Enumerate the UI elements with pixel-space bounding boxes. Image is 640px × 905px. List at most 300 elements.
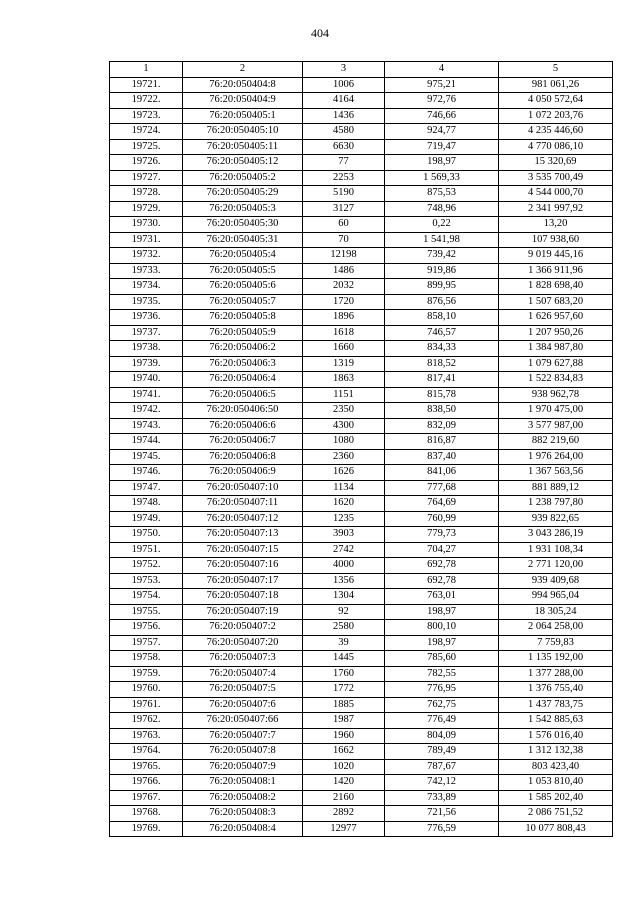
table-row <box>110 713 613 729</box>
table-row <box>110 170 613 186</box>
table-row <box>110 186 613 202</box>
area-cell: 1760 <box>303 666 385 682</box>
area-cell: 1960 <box>303 728 385 744</box>
row-number-cell: 19744. <box>110 434 183 450</box>
cadastral-number-cell: 76:20:050405:30 <box>183 217 303 233</box>
cadastral-number-cell: 76:20:050405:31 <box>183 232 303 248</box>
cadastral-value-cell: 1 312 132,38 <box>499 744 613 760</box>
column-header: 4 <box>385 62 499 78</box>
unit-value-cell: 787,67 <box>385 759 499 775</box>
table-row <box>110 790 613 806</box>
cadastral-value-cell: 2 341 997,92 <box>499 201 613 217</box>
unit-value-cell: 919,86 <box>385 263 499 279</box>
table-row <box>110 465 613 481</box>
table-row <box>110 558 613 574</box>
table-row <box>110 124 613 140</box>
unit-value-cell: 760,99 <box>385 511 499 527</box>
table-row <box>110 542 613 558</box>
area-cell: 1134 <box>303 480 385 496</box>
cadastral-value-cell: 938 962,78 <box>499 387 613 403</box>
area-cell: 1618 <box>303 325 385 341</box>
row-number-cell: 19765. <box>110 759 183 775</box>
row-number-cell: 19723. <box>110 108 183 124</box>
table-row <box>110 341 613 357</box>
cadastral-number-cell: 76:20:050406:8 <box>183 449 303 465</box>
table-row <box>110 728 613 744</box>
row-number-cell: 19738. <box>110 341 183 357</box>
cadastral-value-cell: 881 889,12 <box>499 480 613 496</box>
unit-value-cell: 832,09 <box>385 418 499 434</box>
table-row <box>110 201 613 217</box>
column-header: 5 <box>499 62 613 78</box>
table-row <box>110 651 613 667</box>
table-row <box>110 325 613 341</box>
cadastral-value-cell: 4 544 000,70 <box>499 186 613 202</box>
unit-value-cell: 815,78 <box>385 387 499 403</box>
table-row <box>110 620 613 636</box>
cadastral-value-cell: 3 535 700,49 <box>499 170 613 186</box>
unit-value-cell: 789,49 <box>385 744 499 760</box>
row-number-cell: 19752. <box>110 558 183 574</box>
area-cell: 1885 <box>303 697 385 713</box>
row-number-cell: 19729. <box>110 201 183 217</box>
cadastral-value-cell: 1 976 264,00 <box>499 449 613 465</box>
table-row <box>110 821 613 837</box>
cadastral-value-cell: 18 305,24 <box>499 604 613 620</box>
cadastral-value-cell: 4 050 572,64 <box>499 93 613 109</box>
area-cell: 1304 <box>303 589 385 605</box>
area-cell: 4000 <box>303 558 385 574</box>
unit-value-cell: 704,27 <box>385 542 499 558</box>
area-cell: 1987 <box>303 713 385 729</box>
area-cell: 1662 <box>303 744 385 760</box>
table-row <box>110 527 613 543</box>
area-cell: 77 <box>303 155 385 171</box>
unit-value-cell: 838,50 <box>385 403 499 419</box>
cadastral-number-cell: 76:20:050407:5 <box>183 682 303 698</box>
unit-value-cell: 776,95 <box>385 682 499 698</box>
row-number-cell: 19748. <box>110 496 183 512</box>
row-number-cell: 19766. <box>110 775 183 791</box>
cadastral-value-cell: 2 771 120,00 <box>499 558 613 574</box>
unit-value-cell: 763,01 <box>385 589 499 605</box>
row-number-cell: 19753. <box>110 573 183 589</box>
row-number-cell: 19761. <box>110 697 183 713</box>
unit-value-cell: 1 569,33 <box>385 170 499 186</box>
unit-value-cell: 858,10 <box>385 310 499 326</box>
cadastral-number-cell: 76:20:050407:4 <box>183 666 303 682</box>
table-row <box>110 387 613 403</box>
area-cell: 92 <box>303 604 385 620</box>
cadastral-value-cell: 9 019 445,16 <box>499 248 613 264</box>
row-number-cell: 19760. <box>110 682 183 698</box>
row-number-cell: 19763. <box>110 728 183 744</box>
cadastral-number-cell: 76:20:050408:3 <box>183 806 303 822</box>
area-cell: 2580 <box>303 620 385 636</box>
row-number-cell: 19740. <box>110 372 183 388</box>
cadastral-number-cell: 76:20:050405:29 <box>183 186 303 202</box>
unit-value-cell: 804,09 <box>385 728 499 744</box>
table-row <box>110 806 613 822</box>
row-number-cell: 19722. <box>110 93 183 109</box>
unit-value-cell: 776,59 <box>385 821 499 837</box>
cadastral-value-cell: 3 043 286,19 <box>499 527 613 543</box>
area-cell: 2160 <box>303 790 385 806</box>
unit-value-cell: 746,57 <box>385 325 499 341</box>
area-cell: 5190 <box>303 186 385 202</box>
cadastral-value-cell: 1 377 288,00 <box>499 666 613 682</box>
cadastral-number-cell: 76:20:050405:4 <box>183 248 303 264</box>
cadastral-number-cell: 76:20:050406:3 <box>183 356 303 372</box>
cadastral-number-cell: 76:20:050406:4 <box>183 372 303 388</box>
cadastral-number-cell: 76:20:050405:12 <box>183 155 303 171</box>
unit-value-cell: 876,56 <box>385 294 499 310</box>
cadastral-number-cell: 76:20:050406:6 <box>183 418 303 434</box>
table-row <box>110 310 613 326</box>
row-number-cell: 19724. <box>110 124 183 140</box>
cadastral-value-cell: 803 423,40 <box>499 759 613 775</box>
row-number-cell: 19767. <box>110 790 183 806</box>
row-number-cell: 19741. <box>110 387 183 403</box>
cadastral-number-cell: 76:20:050407:3 <box>183 651 303 667</box>
row-number-cell: 19747. <box>110 480 183 496</box>
cadastral-number-cell: 76:20:050404:9 <box>183 93 303 109</box>
area-cell: 1486 <box>303 263 385 279</box>
unit-value-cell: 198,97 <box>385 155 499 171</box>
cadastral-number-cell: 76:20:050406:9 <box>183 465 303 481</box>
unit-value-cell: 924,77 <box>385 124 499 140</box>
unit-value-cell: 1 541,98 <box>385 232 499 248</box>
area-cell: 1006 <box>303 77 385 93</box>
table-row <box>110 682 613 698</box>
cadastral-value-cell: 3 577 987,00 <box>499 418 613 434</box>
cadastral-value-cell: 1 970 475,00 <box>499 403 613 419</box>
row-number-cell: 19743. <box>110 418 183 434</box>
unit-value-cell: 692,78 <box>385 573 499 589</box>
cadastral-number-cell: 76:20:050406:5 <box>183 387 303 403</box>
area-cell: 2350 <box>303 403 385 419</box>
table-row <box>110 635 613 651</box>
area-cell: 1356 <box>303 573 385 589</box>
table-row <box>110 449 613 465</box>
row-number-cell: 19732. <box>110 248 183 264</box>
row-number-cell: 19726. <box>110 155 183 171</box>
unit-value-cell: 198,97 <box>385 635 499 651</box>
table-row <box>110 666 613 682</box>
unit-value-cell: 739,42 <box>385 248 499 264</box>
cadastral-value-cell: 13,20 <box>499 217 613 233</box>
unit-value-cell: 816,87 <box>385 434 499 450</box>
area-cell: 39 <box>303 635 385 651</box>
area-cell: 1863 <box>303 372 385 388</box>
cadastral-number-cell: 76:20:050407:66 <box>183 713 303 729</box>
row-number-cell: 19756. <box>110 620 183 636</box>
area-cell: 1151 <box>303 387 385 403</box>
area-cell: 60 <box>303 217 385 233</box>
area-cell: 3127 <box>303 201 385 217</box>
table-row <box>110 589 613 605</box>
cadastral-number-cell: 76:20:050405:3 <box>183 201 303 217</box>
area-cell: 1420 <box>303 775 385 791</box>
unit-value-cell: 733,89 <box>385 790 499 806</box>
table-row <box>110 356 613 372</box>
cadastral-value-cell: 1 207 950,26 <box>499 325 613 341</box>
table-row <box>110 77 613 93</box>
cadastral-value-cell: 1 931 108,34 <box>499 542 613 558</box>
cadastral-value-cell: 1 135 192,00 <box>499 651 613 667</box>
cadastral-number-cell: 76:20:050407:16 <box>183 558 303 574</box>
table-row <box>110 480 613 496</box>
unit-value-cell: 748,96 <box>385 201 499 217</box>
unit-value-cell: 777,68 <box>385 480 499 496</box>
cadastral-value-cell: 1 437 783,75 <box>499 697 613 713</box>
area-cell: 2360 <box>303 449 385 465</box>
row-number-cell: 19769. <box>110 821 183 837</box>
unit-value-cell: 834,33 <box>385 341 499 357</box>
cadastral-number-cell: 76:20:050406:7 <box>183 434 303 450</box>
cadastral-value-cell: 1 522 834,83 <box>499 372 613 388</box>
cadastral-number-cell: 76:20:050407:20 <box>183 635 303 651</box>
unit-value-cell: 817,41 <box>385 372 499 388</box>
cadastral-value-cell: 2 086 751,52 <box>499 806 613 822</box>
table-row <box>110 263 613 279</box>
cadastral-value-cell: 4 235 446,60 <box>499 124 613 140</box>
table-row <box>110 511 613 527</box>
cadastral-number-cell: 76:20:050407:6 <box>183 697 303 713</box>
area-cell: 1319 <box>303 356 385 372</box>
cadastral-value-cell: 1 384 987,80 <box>499 341 613 357</box>
table-row <box>110 294 613 310</box>
row-number-cell: 19727. <box>110 170 183 186</box>
cadastral-value-cell: 981 061,26 <box>499 77 613 93</box>
table-row <box>110 155 613 171</box>
row-number-cell: 19746. <box>110 465 183 481</box>
table-row <box>110 496 613 512</box>
unit-value-cell: 818,52 <box>385 356 499 372</box>
row-number-cell: 19757. <box>110 635 183 651</box>
row-number-cell: 19721. <box>110 77 183 93</box>
area-cell: 12198 <box>303 248 385 264</box>
table-row <box>110 418 613 434</box>
row-number-cell: 19734. <box>110 279 183 295</box>
cadastral-value-cell: 15 320,69 <box>499 155 613 171</box>
row-number-cell: 19739. <box>110 356 183 372</box>
cadastral-value-cell: 939 822,65 <box>499 511 613 527</box>
row-number-cell: 19728. <box>110 186 183 202</box>
area-cell: 1620 <box>303 496 385 512</box>
cadastral-value-cell: 1 079 627,88 <box>499 356 613 372</box>
cadastral-value-cell: 1 828 698,40 <box>499 279 613 295</box>
cadastral-number-cell: 76:20:050407:18 <box>183 589 303 605</box>
area-cell: 1445 <box>303 651 385 667</box>
unit-value-cell: 800,10 <box>385 620 499 636</box>
row-number-cell: 19755. <box>110 604 183 620</box>
cadastral-value-cell: 1 507 683,20 <box>499 294 613 310</box>
table-row <box>110 248 613 264</box>
area-cell: 1772 <box>303 682 385 698</box>
area-cell: 1896 <box>303 310 385 326</box>
table-row <box>110 93 613 109</box>
cadastral-value-cell: 1 376 755,40 <box>499 682 613 698</box>
table-header-row <box>110 62 613 78</box>
area-cell: 4164 <box>303 93 385 109</box>
unit-value-cell: 782,55 <box>385 666 499 682</box>
cadastral-number-cell: 76:20:050407:19 <box>183 604 303 620</box>
page-number: 404 <box>311 26 329 40</box>
cadastral-number-cell: 76:20:050405:9 <box>183 325 303 341</box>
cadastral-value-cell: 994 965,04 <box>499 589 613 605</box>
table-row <box>110 775 613 791</box>
unit-value-cell: 721,56 <box>385 806 499 822</box>
table-row <box>110 759 613 775</box>
row-number-cell: 19768. <box>110 806 183 822</box>
row-number-cell: 19750. <box>110 527 183 543</box>
cadastral-value-cell: 939 409,68 <box>499 573 613 589</box>
unit-value-cell: 746,66 <box>385 108 499 124</box>
unit-value-cell: 899,95 <box>385 279 499 295</box>
cadastral-value-cell: 1 576 016,40 <box>499 728 613 744</box>
cadastral-number-cell: 76:20:050405:10 <box>183 124 303 140</box>
table-body <box>110 77 613 837</box>
unit-value-cell: 975,21 <box>385 77 499 93</box>
column-header: 1 <box>110 62 183 78</box>
row-number-cell: 19730. <box>110 217 183 233</box>
cadastral-number-cell: 76:20:050406:50 <box>183 403 303 419</box>
area-cell: 2892 <box>303 806 385 822</box>
row-number-cell: 19758. <box>110 651 183 667</box>
cadastral-value-cell: 1 072 203,76 <box>499 108 613 124</box>
row-number-cell: 19735. <box>110 294 183 310</box>
column-header: 3 <box>303 62 385 78</box>
row-number-cell: 19764. <box>110 744 183 760</box>
cadastral-number-cell: 76:20:050406:2 <box>183 341 303 357</box>
unit-value-cell: 841,06 <box>385 465 499 481</box>
row-number-cell: 19731. <box>110 232 183 248</box>
area-cell: 1660 <box>303 341 385 357</box>
cadastral-number-cell: 76:20:050404:8 <box>183 77 303 93</box>
row-number-cell: 19745. <box>110 449 183 465</box>
cadastral-number-cell: 76:20:050407:17 <box>183 573 303 589</box>
cadastral-number-cell: 76:20:050407:2 <box>183 620 303 636</box>
unit-value-cell: 972,76 <box>385 93 499 109</box>
area-cell: 1626 <box>303 465 385 481</box>
cadastral-value-cell: 2 064 258,00 <box>499 620 613 636</box>
cadastral-number-cell: 76:20:050408:1 <box>183 775 303 791</box>
cadastral-value-cell: 107 938,60 <box>499 232 613 248</box>
cadastral-number-cell: 76:20:050405:1 <box>183 108 303 124</box>
cadastral-value-cell: 1 367 563,56 <box>499 465 613 481</box>
unit-value-cell: 198,97 <box>385 604 499 620</box>
area-cell: 70 <box>303 232 385 248</box>
unit-value-cell: 779,73 <box>385 527 499 543</box>
cadastral-number-cell: 76:20:050405:11 <box>183 139 303 155</box>
table-row <box>110 279 613 295</box>
cadastral-value-cell: 4 770 086,10 <box>499 139 613 155</box>
table-row <box>110 434 613 450</box>
row-number-cell: 19725. <box>110 139 183 155</box>
unit-value-cell: 764,69 <box>385 496 499 512</box>
row-number-cell: 19736. <box>110 310 183 326</box>
cadastral-number-cell: 76:20:050407:9 <box>183 759 303 775</box>
column-header: 2 <box>183 62 303 78</box>
cadastral-number-cell: 76:20:050408:2 <box>183 790 303 806</box>
cadastral-number-cell: 76:20:050407:10 <box>183 480 303 496</box>
cadastral-value-cell: 1 542 885,63 <box>499 713 613 729</box>
table-row <box>110 217 613 233</box>
unit-value-cell: 692,78 <box>385 558 499 574</box>
cadastral-value-cell: 10 077 808,43 <box>499 821 613 837</box>
cadastral-value-cell: 882 219,60 <box>499 434 613 450</box>
area-cell: 12977 <box>303 821 385 837</box>
table-row <box>110 108 613 124</box>
area-cell: 3903 <box>303 527 385 543</box>
cadastral-value-cell: 1 053 810,40 <box>499 775 613 791</box>
unit-value-cell: 0,22 <box>385 217 499 233</box>
cadastral-number-cell: 76:20:050405:7 <box>183 294 303 310</box>
area-cell: 6630 <box>303 139 385 155</box>
cadastral-number-cell: 76:20:050405:5 <box>183 263 303 279</box>
table-row <box>110 139 613 155</box>
table-row <box>110 604 613 620</box>
area-cell: 1080 <box>303 434 385 450</box>
cadastral-number-cell: 76:20:050407:8 <box>183 744 303 760</box>
unit-value-cell: 776,49 <box>385 713 499 729</box>
cadastral-number-cell: 76:20:050407:7 <box>183 728 303 744</box>
cadastral-number-cell: 76:20:050405:2 <box>183 170 303 186</box>
cadastral-value-cell: 1 238 797,80 <box>499 496 613 512</box>
unit-value-cell: 875,53 <box>385 186 499 202</box>
area-cell: 2742 <box>303 542 385 558</box>
table-row <box>110 744 613 760</box>
table-row <box>110 232 613 248</box>
cadastral-value-cell: 1 366 911,96 <box>499 263 613 279</box>
table-row <box>110 403 613 419</box>
row-number-cell: 19751. <box>110 542 183 558</box>
row-number-cell: 19762. <box>110 713 183 729</box>
unit-value-cell: 762,75 <box>385 697 499 713</box>
cadastral-number-cell: 76:20:050407:11 <box>183 496 303 512</box>
unit-value-cell: 837,40 <box>385 449 499 465</box>
cadastral-number-cell: 76:20:050407:15 <box>183 542 303 558</box>
area-cell: 1235 <box>303 511 385 527</box>
area-cell: 1720 <box>303 294 385 310</box>
table-row <box>110 697 613 713</box>
area-cell: 2253 <box>303 170 385 186</box>
area-cell: 1436 <box>303 108 385 124</box>
cadastral-number-cell: 76:20:050405:6 <box>183 279 303 295</box>
area-cell: 2032 <box>303 279 385 295</box>
cadastral-number-cell: 76:20:050407:13 <box>183 527 303 543</box>
row-number-cell: 19749. <box>110 511 183 527</box>
row-number-cell: 19742. <box>110 403 183 419</box>
table-row <box>110 372 613 388</box>
unit-value-cell: 785,60 <box>385 651 499 667</box>
cadastral-value-cell: 7 759,83 <box>499 635 613 651</box>
area-cell: 1020 <box>303 759 385 775</box>
cadastral-number-cell: 76:20:050405:8 <box>183 310 303 326</box>
row-number-cell: 19759. <box>110 666 183 682</box>
cadastral-value-table <box>109 61 613 837</box>
row-number-cell: 19737. <box>110 325 183 341</box>
unit-value-cell: 742,12 <box>385 775 499 791</box>
cadastral-value-cell: 1 585 202,40 <box>499 790 613 806</box>
area-cell: 4300 <box>303 418 385 434</box>
unit-value-cell: 719,47 <box>385 139 499 155</box>
area-cell: 4580 <box>303 124 385 140</box>
cadastral-number-cell: 76:20:050407:12 <box>183 511 303 527</box>
cadastral-number-cell: 76:20:050408:4 <box>183 821 303 837</box>
table-row <box>110 573 613 589</box>
